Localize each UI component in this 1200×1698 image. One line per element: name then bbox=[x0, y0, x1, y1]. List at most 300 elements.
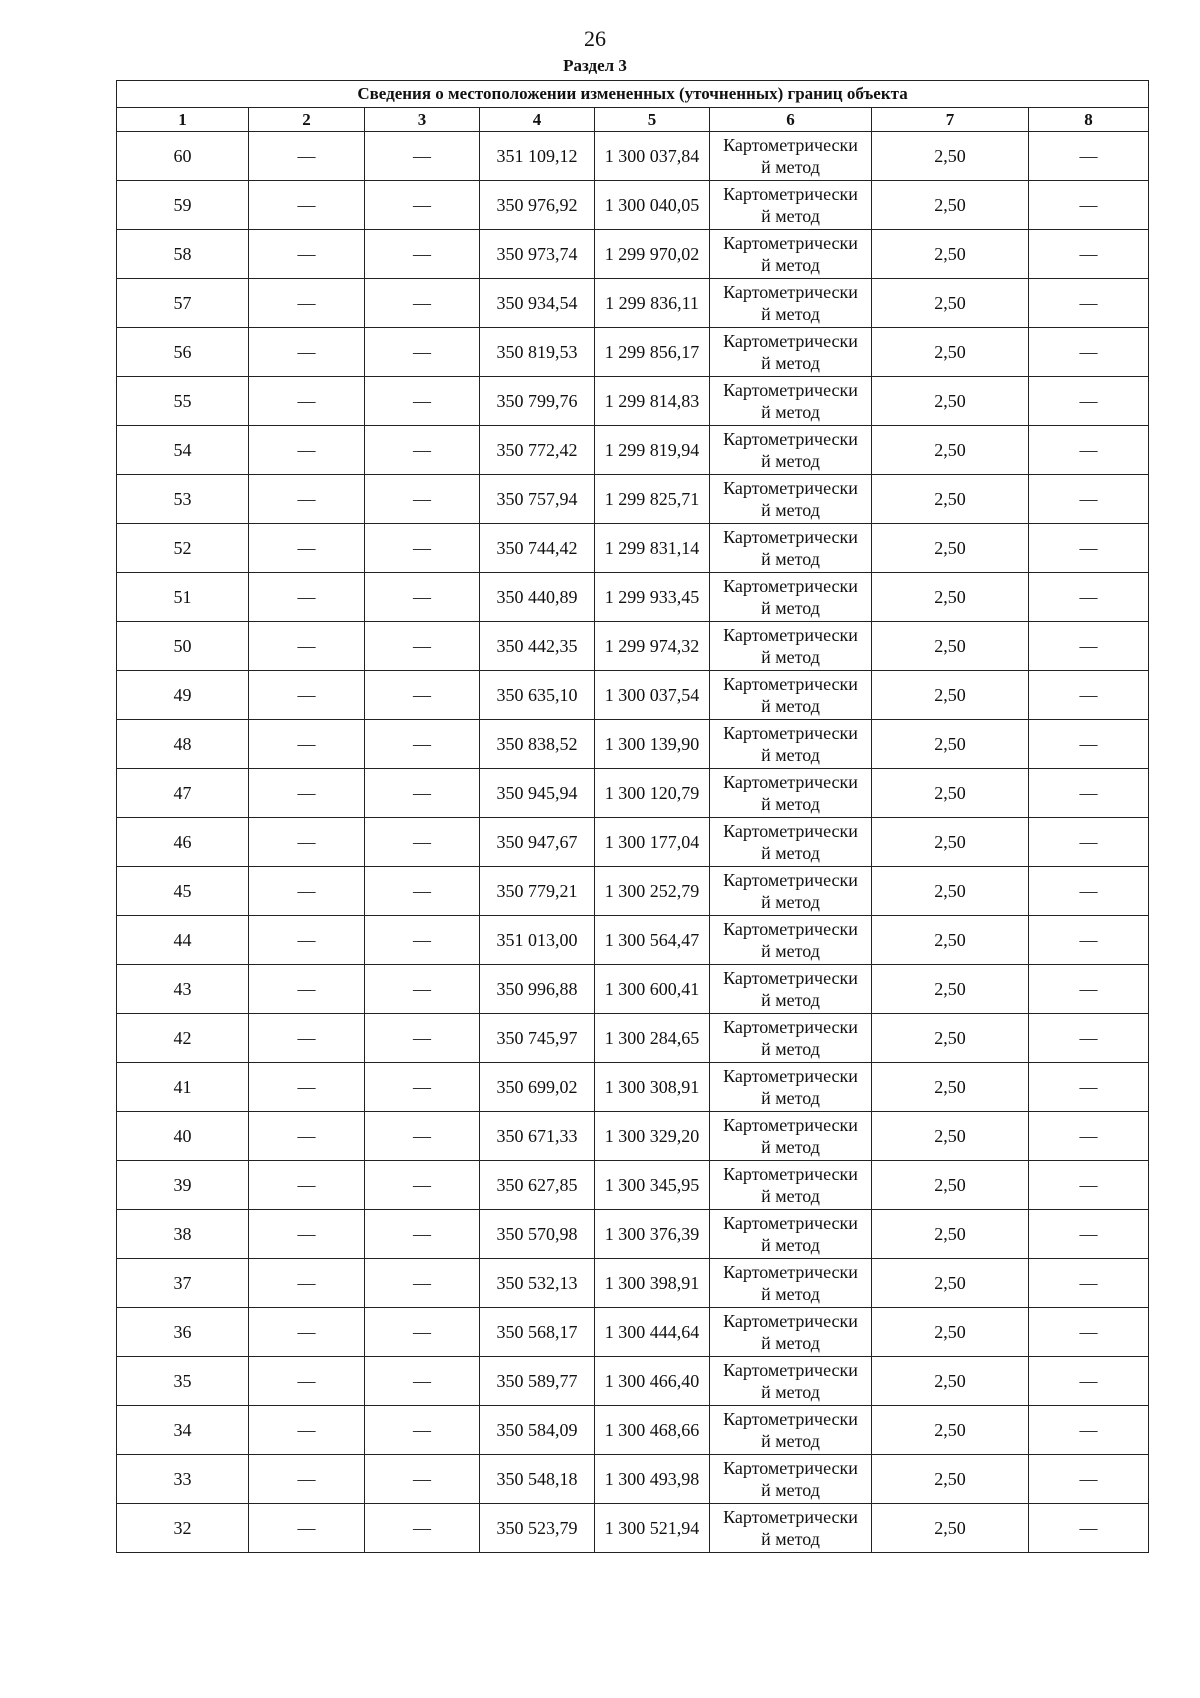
col3-cell: — bbox=[365, 1063, 480, 1112]
method-text-line1: Картометрически bbox=[723, 135, 858, 155]
col8-cell: — bbox=[1029, 1308, 1149, 1357]
y-coordinate-cell: 1 300 468,66 bbox=[595, 1406, 710, 1455]
table-row bbox=[117, 720, 1149, 769]
method-cell bbox=[710, 377, 872, 426]
method-cell bbox=[710, 328, 872, 377]
x-coordinate-cell: 350 523,79 bbox=[480, 1504, 595, 1553]
method-text-line1: Картометрически bbox=[723, 380, 858, 400]
method-text-line2: й метод bbox=[761, 451, 820, 471]
accuracy-cell: 2,50 bbox=[872, 132, 1029, 181]
page-number: 26 bbox=[584, 26, 606, 51]
col8-cell: — bbox=[1029, 181, 1149, 230]
method-text-line2: й метод bbox=[761, 157, 820, 177]
accuracy-cell: 2,50 bbox=[872, 916, 1029, 965]
method-cell bbox=[710, 1308, 872, 1357]
col8-cell: — bbox=[1029, 1455, 1149, 1504]
accuracy-cell: 2,50 bbox=[872, 1014, 1029, 1063]
column-header: 6 bbox=[710, 108, 872, 132]
method-text-line2: й метод bbox=[761, 304, 820, 324]
method-text-line1: Картометрически bbox=[723, 282, 858, 302]
method-text-line1: Картометрически bbox=[723, 1458, 858, 1478]
method-text-line1: Картометрически bbox=[723, 1066, 858, 1086]
point-number-cell: 32 bbox=[117, 1504, 249, 1553]
method-text-line2: й метод bbox=[761, 598, 820, 618]
method-cell bbox=[710, 1406, 872, 1455]
y-coordinate-cell: 1 300 252,79 bbox=[595, 867, 710, 916]
table-row bbox=[117, 1210, 1149, 1259]
y-coordinate-cell: 1 299 814,83 bbox=[595, 377, 710, 426]
col2-cell: — bbox=[249, 1063, 365, 1112]
col2-cell: — bbox=[249, 1014, 365, 1063]
table-row bbox=[117, 132, 1149, 181]
x-coordinate-cell: 350 532,13 bbox=[480, 1259, 595, 1308]
point-number-cell: 44 bbox=[117, 916, 249, 965]
column-header: 2 bbox=[249, 108, 365, 132]
method-cell bbox=[710, 1357, 872, 1406]
accuracy-cell: 2,50 bbox=[872, 1210, 1029, 1259]
method-cell bbox=[710, 1063, 872, 1112]
method-cell bbox=[710, 916, 872, 965]
table-caption-row bbox=[117, 81, 1149, 108]
table-row bbox=[117, 279, 1149, 328]
y-coordinate-cell: 1 299 825,71 bbox=[595, 475, 710, 524]
method-text-line1: Картометрически bbox=[723, 576, 858, 596]
point-number-cell: 33 bbox=[117, 1455, 249, 1504]
y-coordinate-cell: 1 299 831,14 bbox=[595, 524, 710, 573]
point-number-cell: 38 bbox=[117, 1210, 249, 1259]
col3-cell: — bbox=[365, 867, 480, 916]
method-text-line1: Картометрически bbox=[723, 968, 858, 988]
method-cell bbox=[710, 622, 872, 671]
x-coordinate-cell: 350 945,94 bbox=[480, 769, 595, 818]
col2-cell: — bbox=[249, 475, 365, 524]
column-header-row bbox=[117, 108, 1149, 132]
table-row bbox=[117, 573, 1149, 622]
col3-cell: — bbox=[365, 769, 480, 818]
table-row bbox=[117, 867, 1149, 916]
x-coordinate-cell: 350 947,67 bbox=[480, 818, 595, 867]
point-number-cell: 35 bbox=[117, 1357, 249, 1406]
col2-cell: — bbox=[249, 671, 365, 720]
col2-cell: — bbox=[249, 1504, 365, 1553]
col2-cell: — bbox=[249, 1112, 365, 1161]
col2-cell: — bbox=[249, 181, 365, 230]
table-row bbox=[117, 1455, 1149, 1504]
method-text-line2: й метод bbox=[761, 1382, 820, 1402]
col3-cell: — bbox=[365, 965, 480, 1014]
col8-cell: — bbox=[1029, 1504, 1149, 1553]
point-number-cell: 54 bbox=[117, 426, 249, 475]
section-title: Раздел 3 bbox=[563, 56, 627, 75]
x-coordinate-cell: 350 976,92 bbox=[480, 181, 595, 230]
method-text-line2: й метод bbox=[761, 1431, 820, 1451]
method-cell bbox=[710, 1161, 872, 1210]
x-coordinate-cell: 351 109,12 bbox=[480, 132, 595, 181]
col3-cell: — bbox=[365, 1455, 480, 1504]
point-number-cell: 40 bbox=[117, 1112, 249, 1161]
table-row bbox=[117, 965, 1149, 1014]
method-text-line2: й метод bbox=[761, 696, 820, 716]
col2-cell: — bbox=[249, 1259, 365, 1308]
col8-cell: — bbox=[1029, 1161, 1149, 1210]
point-number-cell: 36 bbox=[117, 1308, 249, 1357]
col8-cell: — bbox=[1029, 573, 1149, 622]
col8-cell: — bbox=[1029, 1014, 1149, 1063]
point-number-cell: 60 bbox=[117, 132, 249, 181]
accuracy-cell: 2,50 bbox=[872, 867, 1029, 916]
col2-cell: — bbox=[249, 1210, 365, 1259]
col3-cell: — bbox=[365, 622, 480, 671]
accuracy-cell: 2,50 bbox=[872, 181, 1029, 230]
method-text-line2: й метод bbox=[761, 1333, 820, 1353]
y-coordinate-cell: 1 300 120,79 bbox=[595, 769, 710, 818]
method-text-line2: й метод bbox=[761, 1284, 820, 1304]
table-row bbox=[117, 1063, 1149, 1112]
method-text-line1: Картометрически bbox=[723, 1213, 858, 1233]
method-cell bbox=[710, 475, 872, 524]
method-text-line1: Картометрически bbox=[723, 723, 858, 743]
table-row bbox=[117, 377, 1149, 426]
col2-cell: — bbox=[249, 524, 365, 573]
col2-cell: — bbox=[249, 132, 365, 181]
col8-cell: — bbox=[1029, 1210, 1149, 1259]
y-coordinate-cell: 1 300 600,41 bbox=[595, 965, 710, 1014]
method-text-line2: й метод bbox=[761, 402, 820, 422]
accuracy-cell: 2,50 bbox=[872, 377, 1029, 426]
point-number-cell: 37 bbox=[117, 1259, 249, 1308]
y-coordinate-cell: 1 300 466,40 bbox=[595, 1357, 710, 1406]
x-coordinate-cell: 350 589,77 bbox=[480, 1357, 595, 1406]
col8-cell: — bbox=[1029, 475, 1149, 524]
col3-cell: — bbox=[365, 573, 480, 622]
x-coordinate-cell: 350 934,54 bbox=[480, 279, 595, 328]
col8-cell: — bbox=[1029, 818, 1149, 867]
col3-cell: — bbox=[365, 1259, 480, 1308]
col8-cell: — bbox=[1029, 524, 1149, 573]
y-coordinate-cell: 1 300 308,91 bbox=[595, 1063, 710, 1112]
table-row bbox=[117, 1259, 1149, 1308]
col2-cell: — bbox=[249, 720, 365, 769]
accuracy-cell: 2,50 bbox=[872, 1112, 1029, 1161]
col8-cell: — bbox=[1029, 1063, 1149, 1112]
col8-cell: — bbox=[1029, 230, 1149, 279]
y-coordinate-cell: 1 300 177,04 bbox=[595, 818, 710, 867]
x-coordinate-cell: 350 627,85 bbox=[480, 1161, 595, 1210]
method-text-line2: й метод bbox=[761, 1235, 820, 1255]
method-text-line2: й метод bbox=[761, 206, 820, 226]
col3-cell: — bbox=[365, 1357, 480, 1406]
col2-cell: — bbox=[249, 1161, 365, 1210]
method-cell bbox=[710, 279, 872, 328]
method-text-line1: Картометрически bbox=[723, 674, 858, 694]
accuracy-cell: 2,50 bbox=[872, 1259, 1029, 1308]
method-text-line1: Картометрически bbox=[723, 1262, 858, 1282]
col3-cell: — bbox=[365, 1112, 480, 1161]
col8-cell: — bbox=[1029, 1406, 1149, 1455]
table-row bbox=[117, 475, 1149, 524]
point-number-cell: 51 bbox=[117, 573, 249, 622]
column-header: 3 bbox=[365, 108, 480, 132]
y-coordinate-cell: 1 299 933,45 bbox=[595, 573, 710, 622]
point-number-cell: 39 bbox=[117, 1161, 249, 1210]
method-text-line1: Картометрически bbox=[723, 1115, 858, 1135]
table-row bbox=[117, 769, 1149, 818]
point-number-cell: 58 bbox=[117, 230, 249, 279]
method-text-line2: й метод bbox=[761, 794, 820, 814]
table-row bbox=[117, 622, 1149, 671]
method-text-line2: й метод bbox=[761, 1186, 820, 1206]
method-text-line2: й метод bbox=[761, 500, 820, 520]
y-coordinate-cell: 1 300 284,65 bbox=[595, 1014, 710, 1063]
method-cell bbox=[710, 573, 872, 622]
x-coordinate-cell: 350 772,42 bbox=[480, 426, 595, 475]
col2-cell: — bbox=[249, 916, 365, 965]
point-number-cell: 46 bbox=[117, 818, 249, 867]
accuracy-cell: 2,50 bbox=[872, 965, 1029, 1014]
col3-cell: — bbox=[365, 524, 480, 573]
col8-cell: — bbox=[1029, 671, 1149, 720]
x-coordinate-cell: 350 757,94 bbox=[480, 475, 595, 524]
method-cell bbox=[710, 1112, 872, 1161]
accuracy-cell: 2,50 bbox=[872, 475, 1029, 524]
method-cell bbox=[710, 867, 872, 916]
col8-cell: — bbox=[1029, 720, 1149, 769]
x-coordinate-cell: 350 838,52 bbox=[480, 720, 595, 769]
accuracy-cell: 2,50 bbox=[872, 1308, 1029, 1357]
method-text-line2: й метод bbox=[761, 892, 820, 912]
col3-cell: — bbox=[365, 426, 480, 475]
method-text-line1: Картометрически bbox=[723, 1311, 858, 1331]
col8-cell: — bbox=[1029, 279, 1149, 328]
x-coordinate-cell: 351 013,00 bbox=[480, 916, 595, 965]
method-text-line1: Картометрически bbox=[723, 1360, 858, 1380]
point-number-cell: 45 bbox=[117, 867, 249, 916]
col2-cell: — bbox=[249, 1406, 365, 1455]
col2-cell: — bbox=[249, 377, 365, 426]
table-row bbox=[117, 916, 1149, 965]
y-coordinate-cell: 1 300 444,64 bbox=[595, 1308, 710, 1357]
method-cell bbox=[710, 426, 872, 475]
col8-cell: — bbox=[1029, 426, 1149, 475]
col3-cell: — bbox=[365, 720, 480, 769]
table-caption: Сведения о местоположении измененных (уточненных) границ объекта bbox=[117, 81, 1149, 108]
point-number-cell: 43 bbox=[117, 965, 249, 1014]
method-text-line1: Картометрически bbox=[723, 429, 858, 449]
accuracy-cell: 2,50 bbox=[872, 1406, 1029, 1455]
point-number-cell: 50 bbox=[117, 622, 249, 671]
method-text-line1: Картометрически bbox=[723, 1017, 858, 1037]
method-text-line2: й метод bbox=[761, 941, 820, 961]
col8-cell: — bbox=[1029, 377, 1149, 426]
accuracy-cell: 2,50 bbox=[872, 769, 1029, 818]
col2-cell: — bbox=[249, 426, 365, 475]
method-text-line1: Картометрически bbox=[723, 1409, 858, 1429]
col3-cell: — bbox=[365, 671, 480, 720]
method-text-line1: Картометрически bbox=[723, 1164, 858, 1184]
col3-cell: — bbox=[365, 475, 480, 524]
point-number-cell: 48 bbox=[117, 720, 249, 769]
method-cell bbox=[710, 132, 872, 181]
col8-cell: — bbox=[1029, 328, 1149, 377]
col2-cell: — bbox=[249, 818, 365, 867]
x-coordinate-cell: 350 745,97 bbox=[480, 1014, 595, 1063]
col8-cell: — bbox=[1029, 1357, 1149, 1406]
y-coordinate-cell: 1 299 970,02 bbox=[595, 230, 710, 279]
method-cell bbox=[710, 181, 872, 230]
method-text-line2: й метод bbox=[761, 647, 820, 667]
col2-cell: — bbox=[249, 573, 365, 622]
y-coordinate-cell: 1 300 139,90 bbox=[595, 720, 710, 769]
x-coordinate-cell: 350 699,02 bbox=[480, 1063, 595, 1112]
col3-cell: — bbox=[365, 1161, 480, 1210]
accuracy-cell: 2,50 bbox=[872, 1504, 1029, 1553]
x-coordinate-cell: 350 440,89 bbox=[480, 573, 595, 622]
y-coordinate-cell: 1 299 974,32 bbox=[595, 622, 710, 671]
column-header: 5 bbox=[595, 108, 710, 132]
y-coordinate-cell: 1 300 376,39 bbox=[595, 1210, 710, 1259]
point-number-cell: 34 bbox=[117, 1406, 249, 1455]
method-text-line1: Картометрически bbox=[723, 331, 858, 351]
accuracy-cell: 2,50 bbox=[872, 1357, 1029, 1406]
method-text-line1: Картометрически bbox=[723, 625, 858, 645]
method-text-line1: Картометрически bbox=[723, 919, 858, 939]
column-header: 4 bbox=[480, 108, 595, 132]
method-text-line2: й метод bbox=[761, 549, 820, 569]
method-text-line1: Картометрически bbox=[723, 233, 858, 253]
col8-cell: — bbox=[1029, 622, 1149, 671]
col3-cell: — bbox=[365, 1308, 480, 1357]
table-row bbox=[117, 524, 1149, 573]
x-coordinate-cell: 350 799,76 bbox=[480, 377, 595, 426]
col2-cell: — bbox=[249, 1455, 365, 1504]
method-text-line2: й метод bbox=[761, 1480, 820, 1500]
table-row bbox=[117, 1161, 1149, 1210]
x-coordinate-cell: 350 744,42 bbox=[480, 524, 595, 573]
x-coordinate-cell: 350 973,74 bbox=[480, 230, 595, 279]
table-row bbox=[117, 818, 1149, 867]
method-text-line1: Картометрически bbox=[723, 870, 858, 890]
point-number-cell: 52 bbox=[117, 524, 249, 573]
table-row bbox=[117, 1112, 1149, 1161]
x-coordinate-cell: 350 568,17 bbox=[480, 1308, 595, 1357]
point-number-cell: 56 bbox=[117, 328, 249, 377]
accuracy-cell: 2,50 bbox=[872, 426, 1029, 475]
col2-cell: — bbox=[249, 1308, 365, 1357]
x-coordinate-cell: 350 996,88 bbox=[480, 965, 595, 1014]
y-coordinate-cell: 1 299 819,94 bbox=[595, 426, 710, 475]
method-cell bbox=[710, 230, 872, 279]
table-row bbox=[117, 426, 1149, 475]
method-cell bbox=[710, 671, 872, 720]
col8-cell: — bbox=[1029, 916, 1149, 965]
point-number-cell: 59 bbox=[117, 181, 249, 230]
col3-cell: — bbox=[365, 181, 480, 230]
col8-cell: — bbox=[1029, 769, 1149, 818]
x-coordinate-cell: 350 671,33 bbox=[480, 1112, 595, 1161]
method-cell bbox=[710, 965, 872, 1014]
table-row bbox=[117, 671, 1149, 720]
col8-cell: — bbox=[1029, 1112, 1149, 1161]
method-cell bbox=[710, 818, 872, 867]
y-coordinate-cell: 1 300 398,91 bbox=[595, 1259, 710, 1308]
col3-cell: — bbox=[365, 1014, 480, 1063]
accuracy-cell: 2,50 bbox=[872, 230, 1029, 279]
x-coordinate-cell: 350 548,18 bbox=[480, 1455, 595, 1504]
method-text-line2: й метод bbox=[761, 353, 820, 373]
col3-cell: — bbox=[365, 132, 480, 181]
y-coordinate-cell: 1 300 040,05 bbox=[595, 181, 710, 230]
method-text-line1: Картометрически bbox=[723, 478, 858, 498]
table-row bbox=[117, 328, 1149, 377]
method-text-line1: Картометрически bbox=[723, 527, 858, 547]
y-coordinate-cell: 1 300 037,84 bbox=[595, 132, 710, 181]
col2-cell: — bbox=[249, 769, 365, 818]
y-coordinate-cell: 1 300 564,47 bbox=[595, 916, 710, 965]
accuracy-cell: 2,50 bbox=[872, 671, 1029, 720]
accuracy-cell: 2,50 bbox=[872, 1161, 1029, 1210]
col3-cell: — bbox=[365, 1210, 480, 1259]
y-coordinate-cell: 1 300 345,95 bbox=[595, 1161, 710, 1210]
table-row bbox=[117, 230, 1149, 279]
table-row bbox=[117, 1014, 1149, 1063]
point-number-cell: 57 bbox=[117, 279, 249, 328]
col8-cell: — bbox=[1029, 867, 1149, 916]
accuracy-cell: 2,50 bbox=[872, 1455, 1029, 1504]
y-coordinate-cell: 1 300 329,20 bbox=[595, 1112, 710, 1161]
col3-cell: — bbox=[365, 916, 480, 965]
x-coordinate-cell: 350 819,53 bbox=[480, 328, 595, 377]
col8-cell: — bbox=[1029, 1259, 1149, 1308]
method-text-line2: й метод bbox=[761, 255, 820, 275]
point-number-cell: 41 bbox=[117, 1063, 249, 1112]
method-text-line2: й метод bbox=[761, 1039, 820, 1059]
col3-cell: — bbox=[365, 328, 480, 377]
y-coordinate-cell: 1 299 836,11 bbox=[595, 279, 710, 328]
method-text-line1: Картометрически bbox=[723, 821, 858, 841]
col2-cell: — bbox=[249, 279, 365, 328]
point-number-cell: 55 bbox=[117, 377, 249, 426]
accuracy-cell: 2,50 bbox=[872, 279, 1029, 328]
accuracy-cell: 2,50 bbox=[872, 328, 1029, 377]
method-text-line2: й метод bbox=[761, 990, 820, 1010]
method-text-line2: й метод bbox=[761, 843, 820, 863]
method-cell bbox=[710, 769, 872, 818]
method-cell bbox=[710, 1455, 872, 1504]
accuracy-cell: 2,50 bbox=[872, 524, 1029, 573]
y-coordinate-cell: 1 300 521,94 bbox=[595, 1504, 710, 1553]
col3-cell: — bbox=[365, 818, 480, 867]
table-row bbox=[117, 1406, 1149, 1455]
boundary-coordinates-table bbox=[116, 80, 1149, 1553]
point-number-cell: 53 bbox=[117, 475, 249, 524]
y-coordinate-cell: 1 300 037,54 bbox=[595, 671, 710, 720]
accuracy-cell: 2,50 bbox=[872, 622, 1029, 671]
y-coordinate-cell: 1 300 493,98 bbox=[595, 1455, 710, 1504]
method-cell bbox=[710, 524, 872, 573]
method-cell bbox=[710, 1504, 872, 1553]
method-text-line2: й метод bbox=[761, 1529, 820, 1549]
method-cell bbox=[710, 1259, 872, 1308]
col2-cell: — bbox=[249, 328, 365, 377]
column-header: 1 bbox=[117, 108, 249, 132]
x-coordinate-cell: 350 570,98 bbox=[480, 1210, 595, 1259]
column-header: 8 bbox=[1029, 108, 1149, 132]
col3-cell: — bbox=[365, 377, 480, 426]
col3-cell: — bbox=[365, 279, 480, 328]
col2-cell: — bbox=[249, 1357, 365, 1406]
x-coordinate-cell: 350 584,09 bbox=[480, 1406, 595, 1455]
method-text-line2: й метод bbox=[761, 1088, 820, 1108]
